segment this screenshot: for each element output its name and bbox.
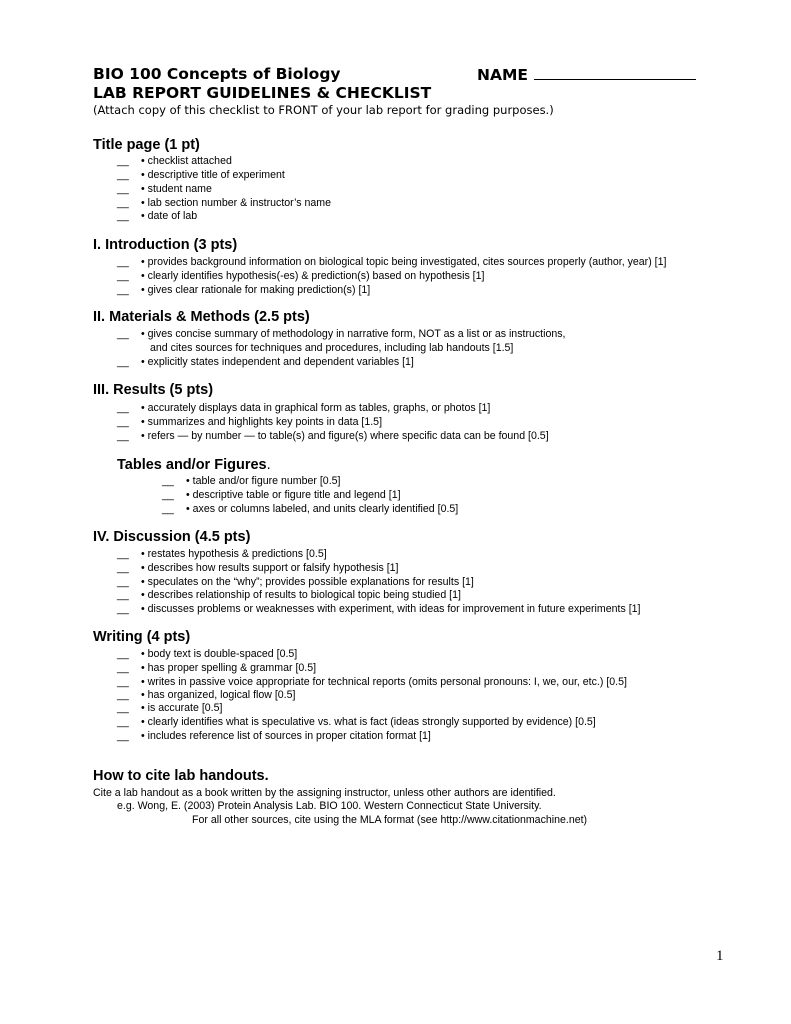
check-blank: __ bbox=[162, 489, 174, 501]
check-blank: __ bbox=[117, 197, 129, 209]
check-blank: __ bbox=[117, 562, 129, 574]
section-heading-writing: Writing (4 pts) bbox=[93, 629, 191, 645]
check-blank: __ bbox=[117, 328, 129, 340]
name-blank-line bbox=[534, 64, 696, 80]
check-blank: __ bbox=[117, 356, 129, 368]
section-heading-methods: II. Materials & Methods (2.5 pts) bbox=[93, 309, 310, 325]
citing-example: e.g. Wong, E. (2003) Protein Analysis Lab. BIO 100. Western Connecticut State University. bbox=[117, 800, 542, 812]
check-blank: __ bbox=[117, 576, 129, 588]
check-blank: __ bbox=[162, 475, 174, 487]
check-blank: __ bbox=[162, 503, 174, 515]
course-title: BIO 100 Concepts of Biology bbox=[93, 65, 341, 83]
check-blank: __ bbox=[117, 716, 129, 728]
check-blank: __ bbox=[117, 589, 129, 601]
attach-note: (Attach copy of this checklist to FRONT of your lab report for grading purposes.) bbox=[93, 103, 554, 117]
page-number: 1 bbox=[716, 948, 724, 964]
section-heading-results: III. Results (5 pts) bbox=[93, 382, 214, 398]
check-blank: __ bbox=[117, 730, 129, 742]
name-label: NAME bbox=[477, 66, 528, 84]
citing-other-sources: For all other sources, cite using the MLA format (see http://www.citationmachine.net) bbox=[192, 814, 588, 826]
check-blank: __ bbox=[117, 689, 129, 701]
section-heading-title-page: Title page (1 pt) bbox=[93, 137, 200, 153]
check-blank: __ bbox=[117, 256, 129, 268]
section-heading-discussion: IV. Discussion (4.5 pts) bbox=[93, 529, 251, 545]
check-blank: __ bbox=[117, 402, 129, 414]
check-blank: __ bbox=[117, 284, 129, 296]
check-blank: __ bbox=[117, 662, 129, 674]
check-blank: __ bbox=[117, 648, 129, 660]
citing-instruction: Cite a lab handout as a book written by the assigning instructor, unless other authors are identified. bbox=[93, 787, 556, 799]
check-blank: __ bbox=[117, 548, 129, 560]
check-blank: __ bbox=[117, 676, 129, 688]
document-subtitle: LAB REPORT GUIDELINES & CHECKLIST bbox=[93, 84, 432, 102]
check-blank: __ bbox=[117, 416, 129, 428]
check-blank: __ bbox=[117, 183, 129, 195]
section-heading-introduction: I. Introduction (3 pts) bbox=[93, 237, 238, 253]
check-blank: __ bbox=[117, 702, 129, 714]
check-blank: __ bbox=[117, 155, 129, 167]
check-blank: __ bbox=[117, 603, 129, 615]
subsection-heading-tables: Tables and/or Figures. bbox=[117, 457, 271, 473]
name-field bbox=[477, 64, 696, 85]
check-blank: __ bbox=[117, 270, 129, 282]
section-heading-citing: How to cite lab handouts. bbox=[93, 768, 269, 784]
check-blank: __ bbox=[117, 169, 129, 181]
check-blank: __ bbox=[117, 210, 129, 222]
check-blank: __ bbox=[117, 430, 129, 442]
